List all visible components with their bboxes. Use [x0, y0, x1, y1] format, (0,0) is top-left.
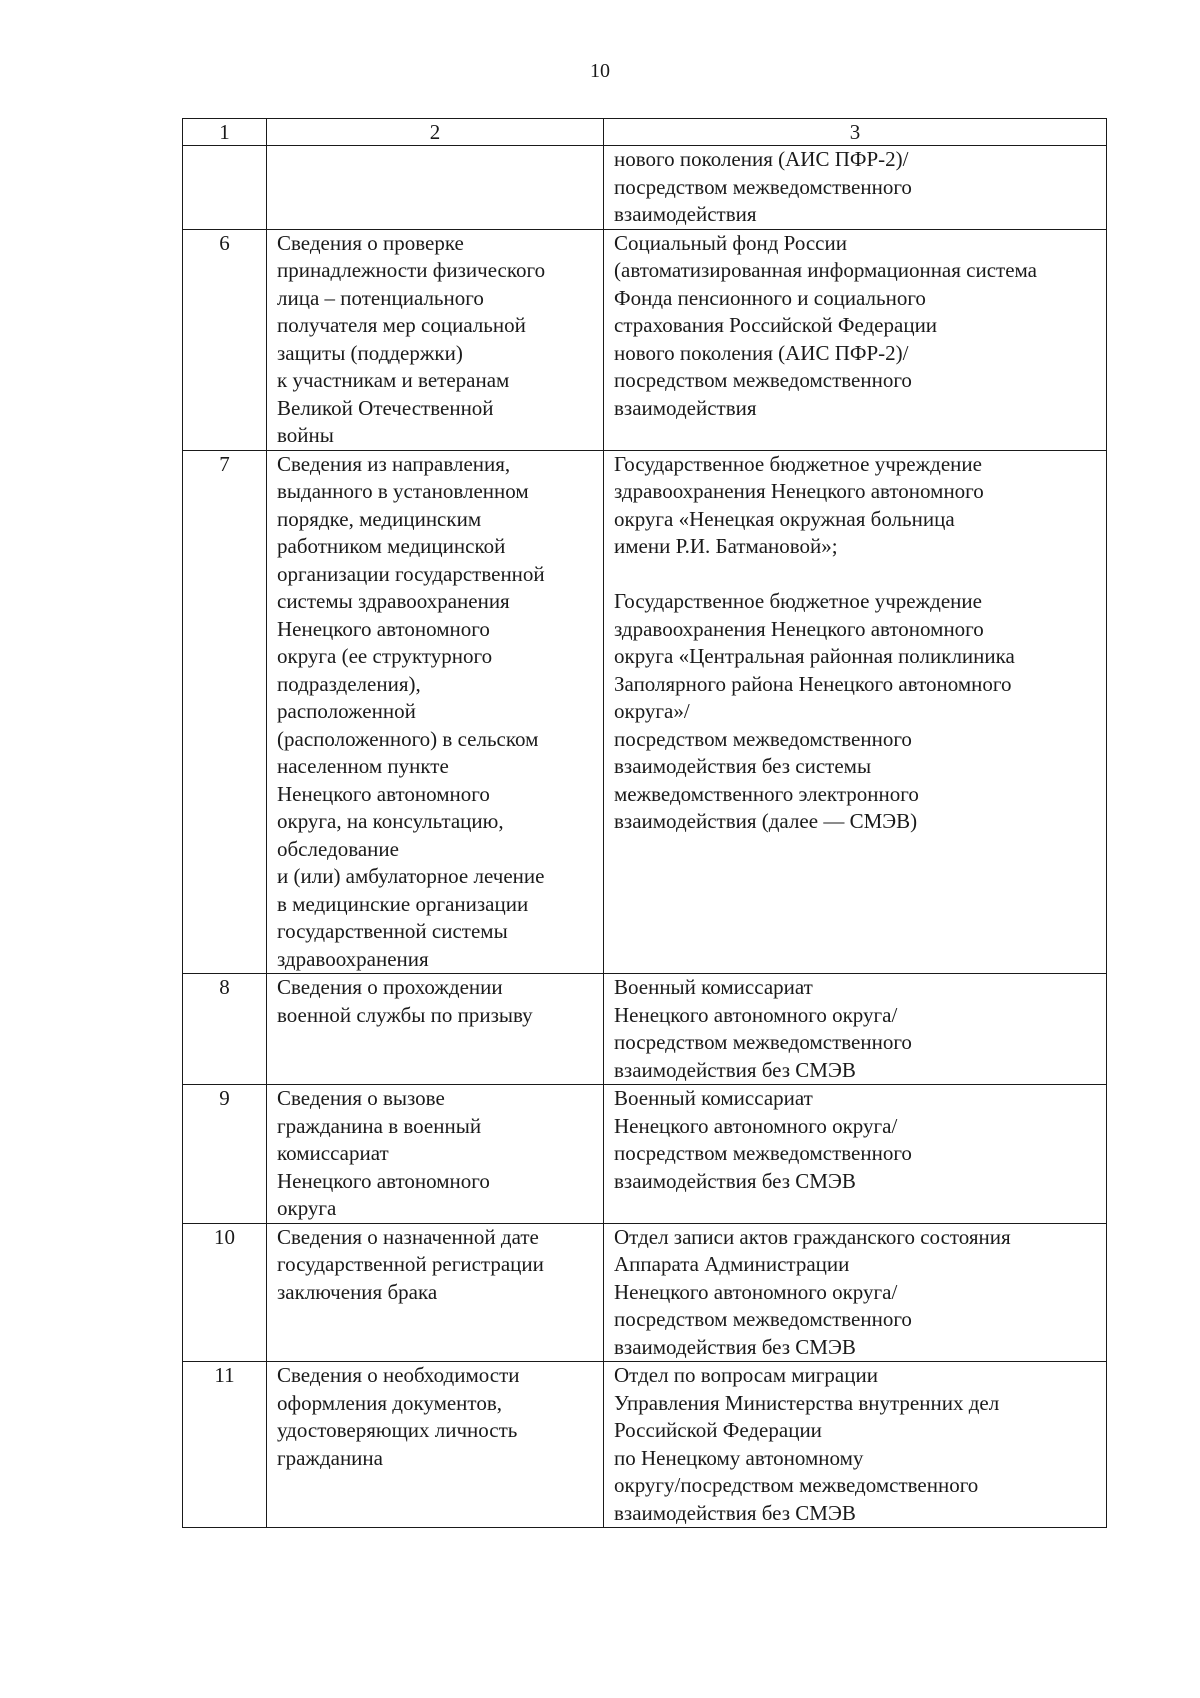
row-number: 8 [183, 974, 267, 1085]
information-line: обследование [277, 836, 399, 861]
source-line: Военный комиссариат [614, 975, 813, 999]
information-line: подразделения), [277, 671, 421, 696]
source-line: Фонда пенсионного и социального [614, 285, 926, 310]
information-line: Сведения о назначенной дате [277, 1224, 539, 1249]
information-line: военной службы по призыву [277, 1002, 533, 1027]
information-line: удостоверяющих личность [277, 1418, 518, 1442]
information-line: Великой Отечественной [277, 395, 494, 420]
source-line: Ненецкого автономного округа/ [614, 1279, 898, 1304]
source-line: взаимодействия без СМЭВ [614, 1334, 856, 1359]
information-line: округа (ее структурного [277, 644, 493, 668]
source-line: Ненецкого автономного округа/ [614, 1113, 898, 1138]
information-line: оформления документов, [277, 1390, 502, 1415]
information-line: населенном пункте [277, 754, 449, 778]
information-line: порядке, медицинским [277, 506, 482, 531]
information-line: гражданина [277, 1445, 383, 1470]
information-line: работником медицинской [277, 534, 506, 558]
information-line: и (или) амбулаторное лечение [277, 864, 545, 888]
information-line: получателя мер социальной [277, 313, 526, 337]
table-row [183, 450, 1107, 974]
source-line: по Ненецкому автономному [614, 1445, 864, 1470]
source-line: Заполярного района Ненецкого автономного [614, 671, 1012, 696]
table-body [183, 119, 1107, 1528]
source-line: нового поколения (АИС ПФР-2)/ [614, 147, 909, 171]
source-line: Государственное бюджетное учреждение [614, 589, 982, 613]
information-line: округа, на консультацию, [277, 809, 504, 833]
row-number: 7 [183, 450, 267, 974]
source-line: посредством межведомственного [614, 1141, 912, 1165]
header-col-info: 2 [267, 119, 604, 146]
information-line: выданного в установленном [277, 479, 529, 503]
source-line: посредством межведомственного [614, 1030, 912, 1054]
information-line: расположенной [277, 699, 416, 723]
information-line: государственной системы [277, 919, 508, 943]
information-line: системы здравоохранения [277, 589, 510, 613]
row-information [267, 974, 604, 1085]
source-line: Аппарата Администрации [614, 1252, 850, 1276]
source-line: взаимодействия без СМЭВ [614, 1057, 856, 1082]
row-source [604, 974, 1107, 1085]
row-information [267, 1362, 604, 1528]
information-line: комиссариат [277, 1141, 389, 1165]
information-line: принадлежности физического [277, 258, 546, 282]
information-line: (расположенного) в сельском [277, 726, 539, 751]
row-source [604, 450, 1107, 974]
source-line: Управления Министерства внутренних дел [614, 1390, 1000, 1415]
row-information [267, 1223, 604, 1362]
information-line: защиты (поддержки) [277, 340, 463, 365]
information-line: организации государственной [277, 561, 545, 586]
source-line: имени Р.И. Батмановой»; [614, 534, 838, 558]
information-line: Сведения о вызове [277, 1086, 445, 1110]
row-information [267, 229, 604, 450]
information-line: Ненецкого автономного [277, 1168, 490, 1193]
header-col-source: 3 [604, 119, 1107, 146]
information-line: к участникам и ветеранам [277, 368, 510, 392]
source-line: (автоматизированная информационная система [614, 258, 1038, 282]
information-line: Сведения о необходимости [277, 1363, 520, 1387]
information-line: Ненецкого автономного [277, 781, 490, 806]
source-line: посредством межведомственного [614, 174, 912, 199]
table-row [183, 974, 1107, 1085]
source-line: взаимодействия (далее — СМЭВ) [614, 809, 918, 833]
source-line: Ненецкого автономного округа/ [614, 1002, 898, 1027]
row-source [604, 229, 1107, 450]
source-line: межведомственного электронного [614, 781, 919, 806]
source-line: Отдел записи актов гражданского состояния [614, 1224, 1011, 1249]
information-line: заключения брака [277, 1279, 438, 1304]
source-line: округа «Центральная районная поликлиника [614, 644, 1015, 668]
row-source [604, 146, 1107, 230]
information-line: гражданина в военный [277, 1113, 482, 1138]
information-line: Ненецкого автономного [277, 616, 490, 641]
row-information [267, 146, 604, 230]
table-row [183, 1085, 1107, 1224]
information-line: здравоохранения [277, 946, 429, 971]
source-line: округа «Ненецкая окружная больница [614, 506, 955, 531]
information-line: Сведения о прохождении [277, 975, 503, 999]
source-line: взаимодействия без СМЭВ [614, 1500, 856, 1525]
source-line: взаимодействия [614, 395, 757, 420]
information-line: Сведения о проверке [277, 230, 464, 255]
information-line: лица – потенциального [277, 285, 484, 310]
source-line: Отдел по вопросам миграции [614, 1363, 878, 1387]
paragraph-gap [614, 561, 1098, 589]
row-number: 10 [183, 1223, 267, 1362]
source-line: Российской Федерации [614, 1418, 822, 1442]
page-number: 10 [590, 60, 610, 82]
source-line: посредством межведомственного [614, 1307, 912, 1331]
row-information [267, 1085, 604, 1224]
source-line: округа»/ [614, 699, 690, 723]
source-line: взаимодействия без системы [614, 754, 872, 778]
information-line: государственной регистрации [277, 1252, 544, 1276]
source-line: посредством межведомственного [614, 726, 912, 751]
row-number: 6 [183, 229, 267, 450]
row-source [604, 1085, 1107, 1224]
row-number: 9 [183, 1085, 267, 1224]
source-line: здравоохранения Ненецкого автономного [614, 479, 984, 503]
source-line: нового поколения (АИС ПФР-2)/ [614, 340, 909, 365]
source-line: Военный комиссариат [614, 1086, 813, 1110]
information-line: в медицинские организации [277, 891, 529, 916]
source-line: посредством межведомственного [614, 368, 912, 392]
row-information [267, 450, 604, 974]
table-row [183, 1223, 1107, 1362]
table-row [183, 229, 1107, 450]
source-line: взаимодействия без СМЭВ [614, 1168, 856, 1193]
source-line: округу/посредством межведомственного [614, 1473, 979, 1497]
source-line: Государственное бюджетное учреждение [614, 451, 982, 476]
header-col-number: 1 [183, 119, 267, 146]
row-number: 11 [183, 1362, 267, 1528]
source-line: взаимодействия [614, 202, 757, 226]
information-line: войны [277, 423, 334, 447]
source-line: здравоохранения Ненецкого автономного [614, 616, 984, 641]
table-row [183, 1362, 1107, 1528]
table-header-row [183, 119, 1107, 146]
information-line: округа [277, 1196, 337, 1220]
source-line: страхования Российской Федерации [614, 313, 938, 337]
row-source [604, 1362, 1107, 1528]
information-line: Сведения из направления, [277, 451, 511, 476]
row-number [183, 146, 267, 230]
data-sources-table [182, 118, 1107, 1528]
table-row [183, 146, 1107, 230]
source-line: Социальный фонд России [614, 230, 847, 255]
row-source [604, 1223, 1107, 1362]
